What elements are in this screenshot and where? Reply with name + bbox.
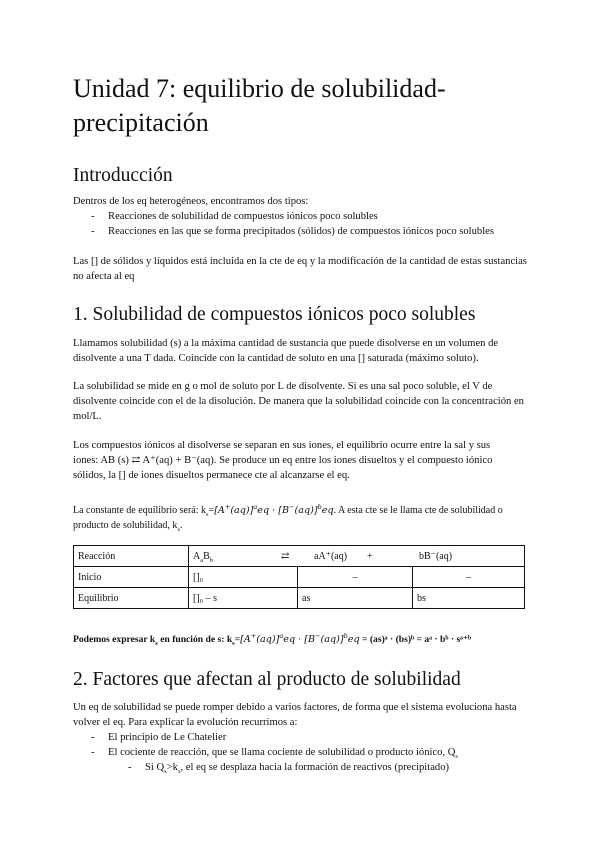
table-cell: $A_aB_b$ ⇄ aA⁺(aq) + bB⁻(aq) xyxy=(189,546,525,567)
table-cell: – xyxy=(413,567,525,588)
section1-heading: 1. Solubilidad de compuestos iónicos poco solubles xyxy=(73,304,476,325)
intro-paragraph: Dentros de los eq heterogéneos, encontramos dos tipos: xyxy=(73,196,309,207)
sub-list-item: - Si $Q_s>k_s$, el eq se desplaza hacia la formación de reactivos (precipitado) xyxy=(128,762,450,776)
table-row xyxy=(74,546,525,567)
table-cell: []₀ xyxy=(189,567,298,588)
section2-heading: 2. Factores que afectan al producto de solubilidad xyxy=(73,669,461,690)
list-item: - El cociente de reacción, que se llama cociente de solubilidad o producto iónico, $Q_s$ xyxy=(91,747,458,761)
table-row xyxy=(74,588,525,609)
section1-paragraph-1: Llamamos solubilidad (s) a la máxima cantidad de sustancia que puede disolverse en un volumen de disolvente a una T dada. Coincide con la cantidad de soluto en una [] saturada (máximo soluto). xyxy=(73,338,499,365)
section2-paragraph: Un eq de solubilidad se puede romper debido a varios factores, de forma que el sistema evoluciona hasta volver el eq. Para explicar la evolución recurrimos a: xyxy=(73,702,517,729)
section1-paragraph-3a: Los compuestos iónicos al disolverse se separan en sus iones, el equilibrio ocurre entre la sal y sus xyxy=(73,440,491,451)
section1-paragraph-3c: sólidos, la [] de iones disueltos permanece cte al alcanzarse el eq. xyxy=(73,470,350,481)
ks-expression: Podemos expresar $k_s$ en función de s: $k_s=[A^+(aq)]^aeq \cdot [B^-(aq)]^beq$ = (as)ᵃ · (bs)ᵇ = aᵃ · bᵇ · sᵃ⁺ᵇ xyxy=(73,631,472,647)
table-cell: Equilibrio xyxy=(74,588,189,609)
table-cell: Reacción xyxy=(74,546,189,567)
section1-paragraph-2: La solubilidad se mide en g o mol de soluto por L de disolvente. Si es una sal poco soluble, el V de disolvente coincide con el de la disolución. De manera que la solubilidad coincide con la concentración en mol/L. xyxy=(73,381,524,423)
equilibrium-table xyxy=(73,545,525,609)
list-item: - Reacciones en las que se forma precipitados (sólidos) de compuestos iónicos poco solubles xyxy=(91,226,494,237)
table-cell: Inicio xyxy=(74,567,189,588)
section1-paragraph-3b: iones: AB (s) ⇄ A⁺(aq) + B⁻(aq). Se produce un eq entre los iones disueltos y el compuesto iónico xyxy=(73,455,493,466)
intro-heading: Introducción xyxy=(73,165,173,186)
table-cell: as xyxy=(298,588,413,609)
table-cell: []₀ – s xyxy=(189,588,298,609)
list-item: - El principio de Le Chatelier xyxy=(91,732,227,743)
table-row xyxy=(74,567,525,588)
intro-note: Las [] de sólidos y líquidos está incluida en la cte de eq y la modificación de la cantidad de estas sustancias no afecta al eq xyxy=(73,256,527,283)
page-title: Unidad 7: equilibrio de solubilidad-precipitación xyxy=(73,74,446,137)
ks-definition-cont: producto de solubilidad, $k_s$. xyxy=(73,520,183,533)
ks-definition: La constante de equilibrio será: $k_s=[A^+(aq)]^aeq \cdot [B^-(aq)]^beq$. A esta cte se le llama cte de solubilidad o xyxy=(73,502,503,518)
list-item: - Reacciones de solubilidad de compuestos iónicos poco solubles xyxy=(91,211,378,222)
table-cell: bs xyxy=(413,588,525,609)
table-cell: – xyxy=(298,567,413,588)
